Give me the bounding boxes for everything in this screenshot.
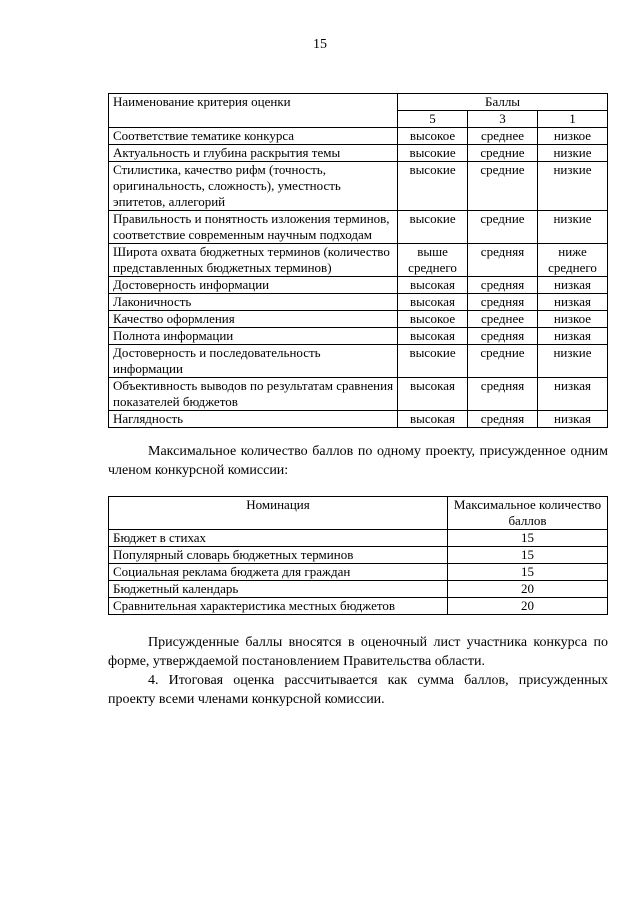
score-3-cell: среднее — [468, 128, 538, 145]
max-score-header: Максимальное количество баллов — [448, 497, 608, 530]
criterion-cell: Актуальность и глубина раскрытия темы — [109, 145, 398, 162]
max-score-cell: 20 — [448, 581, 608, 598]
score-5-cell: высокие — [398, 211, 468, 244]
criteria-row — [109, 294, 608, 311]
nomination-cell: Бюджет в стихах — [109, 530, 448, 547]
criteria-header-row — [109, 94, 608, 111]
score-1-cell: низкая — [537, 277, 607, 294]
criteria-row — [109, 345, 608, 378]
score-3-cell: средние — [468, 162, 538, 211]
criteria-row — [109, 145, 608, 162]
criteria-row — [109, 311, 608, 328]
score-1-cell: ниже среднего — [537, 244, 607, 277]
score-5-cell: высокое — [398, 311, 468, 328]
score-1-cell: низкая — [537, 328, 607, 345]
score-3-cell: средняя — [468, 328, 538, 345]
score-column-3: 3 — [468, 111, 538, 128]
score-5-cell: высокая — [398, 294, 468, 311]
score-5-cell: высокая — [398, 328, 468, 345]
score-1-cell: низкая — [537, 294, 607, 311]
criteria-row — [109, 411, 608, 428]
criteria-row — [109, 211, 608, 244]
score-1-cell: низкая — [537, 378, 607, 411]
page-number: 15 — [313, 37, 327, 52]
score-1-cell: низкие — [537, 211, 607, 244]
criteria-table-body — [109, 128, 608, 428]
score-5-cell: высокое — [398, 128, 468, 145]
nomination-row — [109, 564, 608, 581]
score-3-cell: средние — [468, 145, 538, 162]
score-1-cell: низкие — [537, 345, 607, 378]
score-1-cell: низкие — [537, 162, 607, 211]
score-3-cell: средняя — [468, 294, 538, 311]
criterion-cell: Полнота информации — [109, 328, 398, 345]
criteria-row — [109, 328, 608, 345]
nomination-cell: Социальная реклама бюджета для граждан — [109, 564, 448, 581]
nomination-cell: Популярный словарь бюджетных терминов — [109, 547, 448, 564]
paragraph-max-score-intro: Максимальное количество баллов по одному проекту, присужденное одним членом конкурсной комиссии: — [108, 444, 608, 478]
criterion-cell: Достоверность и последовательность информации — [109, 345, 398, 378]
score-5-cell: высокие — [398, 345, 468, 378]
criterion-cell: Лаконичность — [109, 294, 398, 311]
paragraph-final-score: 4. Итоговая оценка рассчитывается как сумма баллов, присужденных проекту всеми членами конкурсной комиссии. — [108, 673, 608, 707]
criteria-table — [108, 93, 608, 428]
nomination-cell: Бюджетный календарь — [109, 581, 448, 598]
score-3-cell: средняя — [468, 277, 538, 294]
criteria-row — [109, 277, 608, 294]
score-column-5: 5 — [398, 111, 468, 128]
score-5-cell: высокая — [398, 411, 468, 428]
score-3-cell: средняя — [468, 411, 538, 428]
score-column-1: 1 — [537, 111, 607, 128]
max-score-cell: 15 — [448, 547, 608, 564]
max-score-cell: 20 — [448, 598, 608, 615]
score-5-cell: высокие — [398, 162, 468, 211]
nomination-row — [109, 598, 608, 615]
criteria-row — [109, 244, 608, 277]
score-1-cell: низкие — [537, 145, 607, 162]
score-3-cell: средняя — [468, 378, 538, 411]
criterion-cell: Соответствие тематике конкурса — [109, 128, 398, 145]
criterion-cell: Правильность и понятность изложения терминов, соответствие современным научным подходам — [109, 211, 398, 244]
criterion-cell: Наглядность — [109, 411, 398, 428]
criterion-cell: Качество оформления — [109, 311, 398, 328]
criteria-row — [109, 378, 608, 411]
criteria-row — [109, 162, 608, 211]
score-3-cell: средние — [468, 345, 538, 378]
score-1-cell: низкое — [537, 128, 607, 145]
nominations-header-row — [109, 497, 608, 530]
criterion-cell: Широта охвата бюджетных терминов (количество представленных бюджетных терминов) — [109, 244, 398, 277]
nomination-row — [109, 530, 608, 547]
criterion-header: Наименование критерия оценки — [109, 94, 398, 128]
score-5-cell: высокие — [398, 145, 468, 162]
criterion-cell: Объективность выводов по результатам сравнения показателей бюджетов — [109, 378, 398, 411]
nomination-cell: Сравнительная характеристика местных бюджетов — [109, 598, 448, 615]
scores-header: Баллы — [398, 94, 608, 111]
nominations-table-body — [109, 530, 608, 615]
paragraph-scores-entry: Присужденные баллы вносятся в оценочный лист участника конкурса по форме, утверждаемой постановлением Правительства области. — [108, 635, 608, 669]
nomination-header: Номинация — [109, 497, 448, 530]
nomination-row — [109, 581, 608, 598]
score-3-cell: средняя — [468, 244, 538, 277]
score-5-cell: выше среднего — [398, 244, 468, 277]
nomination-row — [109, 547, 608, 564]
criterion-cell: Достоверность информации — [109, 277, 398, 294]
score-5-cell: высокая — [398, 378, 468, 411]
max-score-cell: 15 — [448, 530, 608, 547]
score-3-cell: среднее — [468, 311, 538, 328]
criteria-row — [109, 128, 608, 145]
max-score-cell: 15 — [448, 564, 608, 581]
nominations-table — [108, 496, 608, 615]
criterion-cell: Стилистика, качество рифм (точность, оригинальность, сложность), уместность эпитетов, аллегорий — [109, 162, 398, 211]
score-1-cell: низкое — [537, 311, 607, 328]
score-3-cell: средние — [468, 211, 538, 244]
score-1-cell: низкая — [537, 411, 607, 428]
score-5-cell: высокая — [398, 277, 468, 294]
